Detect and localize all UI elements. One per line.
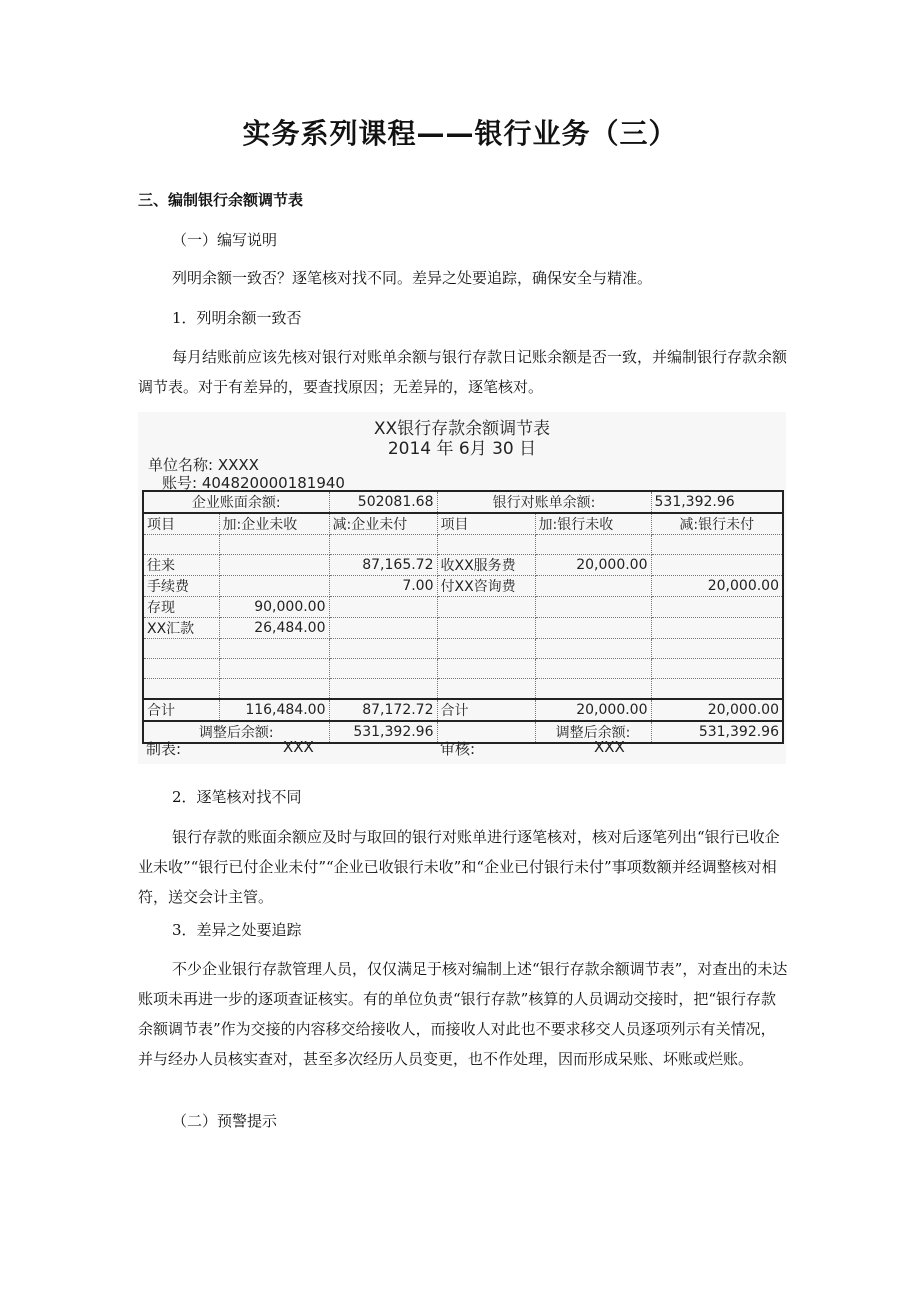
- unit-name: 单位名称: XXXX: [148, 456, 259, 474]
- column-header: 减:银行未付: [651, 513, 783, 535]
- sub2-heading: （二）预警提示: [172, 1112, 278, 1130]
- table-cell: 90,000.00: [219, 597, 329, 618]
- table-cell: 20,000.00: [535, 699, 651, 721]
- table-row: [143, 659, 783, 679]
- reconciliation-table-image: [138, 412, 786, 764]
- bank-balance-label: 银行对账单余额:: [437, 491, 651, 513]
- table-cell: [143, 679, 219, 700]
- table-cell: [143, 659, 219, 679]
- adjusted-label-right: 调整后余额:: [535, 721, 651, 743]
- preparer-label: 制表:: [146, 740, 182, 758]
- adjusted-value-left: 531,392.96: [329, 721, 437, 743]
- table-cell: 合计: [143, 699, 219, 721]
- section-heading: 三、编制银行余额调节表: [138, 191, 304, 209]
- table-cell: 26,484.00: [219, 618, 329, 639]
- table-cell: [535, 597, 651, 618]
- table-cell: 手续费: [143, 576, 219, 597]
- table-cell: [219, 679, 329, 700]
- column-header: 减:企业未付: [329, 513, 437, 535]
- table-row: [143, 597, 783, 618]
- book-balance-label: 企业账面余额:: [143, 491, 329, 513]
- column-header: 加:企业未收: [219, 513, 329, 535]
- table-cell: 收XX服务费: [437, 555, 535, 576]
- intro-paragraph: 列明余额一致否？逐笔核对找不同。差异之处要追踪，确保安全与精准。: [172, 269, 653, 287]
- table-cell: [535, 618, 651, 639]
- adjusted-value-right: 531,392.96: [651, 721, 783, 743]
- table-cell: 20,000.00: [535, 555, 651, 576]
- table-cell: 87,172.72: [329, 699, 437, 721]
- balance-row: [143, 491, 783, 513]
- header-row: [143, 513, 783, 535]
- item1-paragraph: 每月结账前应该先核对银行对账单余额与银行存款日记账余额是否一致，并编制银行存款余额调节表。对于有差异的，要查找原因；无差异的，逐笔核对。: [138, 348, 788, 396]
- table-cell: [535, 576, 651, 597]
- table-cell: [219, 576, 329, 597]
- table-cell: [329, 618, 437, 639]
- item3-heading: 3．差异之处要追踪: [172, 921, 302, 939]
- book-balance-value: 502081.68: [329, 491, 437, 513]
- table-row: [143, 555, 783, 576]
- table-cell: [651, 659, 783, 679]
- table-cell: [535, 639, 651, 659]
- table-cell: 7.00: [329, 576, 437, 597]
- table-row: [143, 639, 783, 659]
- account-number: 账号: 404820000181940: [162, 474, 345, 492]
- table-cell: [219, 639, 329, 659]
- column-header: 项目: [437, 513, 535, 535]
- table-cell: 存现: [143, 597, 219, 618]
- reviewer-label: 审核:: [440, 740, 476, 758]
- item2-heading: 2．逐笔核对找不同: [172, 788, 302, 806]
- table-row: [143, 576, 783, 597]
- item3-paragraph: 不少企业银行存款管理人员，仅仅满足于核对编制上述“银行存款余额调节表”，对查出的未达账项未再进一步的逐项查证核实。有的单位负责“银行存款”核算的人员调动交接时，把“银行存款余额调节表”作为交接的内容移交给接收人，而接收人对此也不要求移交人员逐项列示有关情况，并与经办人员核实查对，甚至多次经历人员变更，也不作处理，因而形成呆账、坏账或烂账。: [138, 960, 788, 1068]
- table-cell: [651, 555, 783, 576]
- table-cell: [535, 659, 651, 679]
- table-row: [143, 679, 783, 700]
- adjusted-label-left: 调整后余额:: [143, 721, 329, 743]
- page-title: 实务系列课程——银行业务（三）: [242, 117, 678, 150]
- table-cell: [651, 618, 783, 639]
- item1-heading: 1．列明余额一致否: [172, 309, 302, 327]
- table-cell: [219, 659, 329, 679]
- table-cell: 往来: [143, 555, 219, 576]
- table-cell: XX汇款: [143, 618, 219, 639]
- sub1-heading: （一）编写说明: [172, 231, 278, 249]
- reviewer-value: XXX: [594, 738, 625, 756]
- preparer-value: XXX: [283, 738, 314, 756]
- table-cell: 合计: [437, 699, 535, 721]
- table-date: 2014 年 6月 30 日: [387, 439, 537, 459]
- table-cell: 付XX咨询费: [437, 576, 535, 597]
- table-cell: [651, 597, 783, 618]
- table-cell: [651, 679, 783, 700]
- spacer-row: [143, 535, 783, 555]
- column-header: 加:银行未收: [535, 513, 651, 535]
- table-cell: [219, 555, 329, 576]
- table-cell: 20,000.00: [651, 699, 783, 721]
- table-cell: [437, 659, 535, 679]
- table-cell: [535, 679, 651, 700]
- table-cell: 87,165.72: [329, 555, 437, 576]
- item2-paragraph: 银行存款的账面余额应及时与取回的银行对账单进行逐笔核对，核对后逐笔列出“银行已收企业未收”“银行已付企业未付”“企业已收银行未收”和“企业已付银行未付”事项数额并经调整核对相符，送交会计主管。: [138, 828, 780, 906]
- table-cell: [437, 597, 535, 618]
- table-cell: [329, 659, 437, 679]
- table-cell: 20,000.00: [651, 576, 783, 597]
- total-row: [143, 699, 783, 721]
- table-cell: [651, 639, 783, 659]
- table-cell: [437, 618, 535, 639]
- table-cell: [329, 597, 437, 618]
- table-cell: [437, 679, 535, 700]
- table-cell: 116,484.00: [219, 699, 329, 721]
- table-cell: [329, 639, 437, 659]
- table-cell: [143, 639, 219, 659]
- table-cell: [329, 679, 437, 700]
- reconciliation-grid: [142, 490, 784, 744]
- bank-balance-value: 531,392.96: [651, 491, 783, 513]
- column-header: 项目: [143, 513, 219, 535]
- table-title: XX银行存款余额调节表: [373, 419, 551, 439]
- table-row: [143, 618, 783, 639]
- table-cell: [437, 639, 535, 659]
